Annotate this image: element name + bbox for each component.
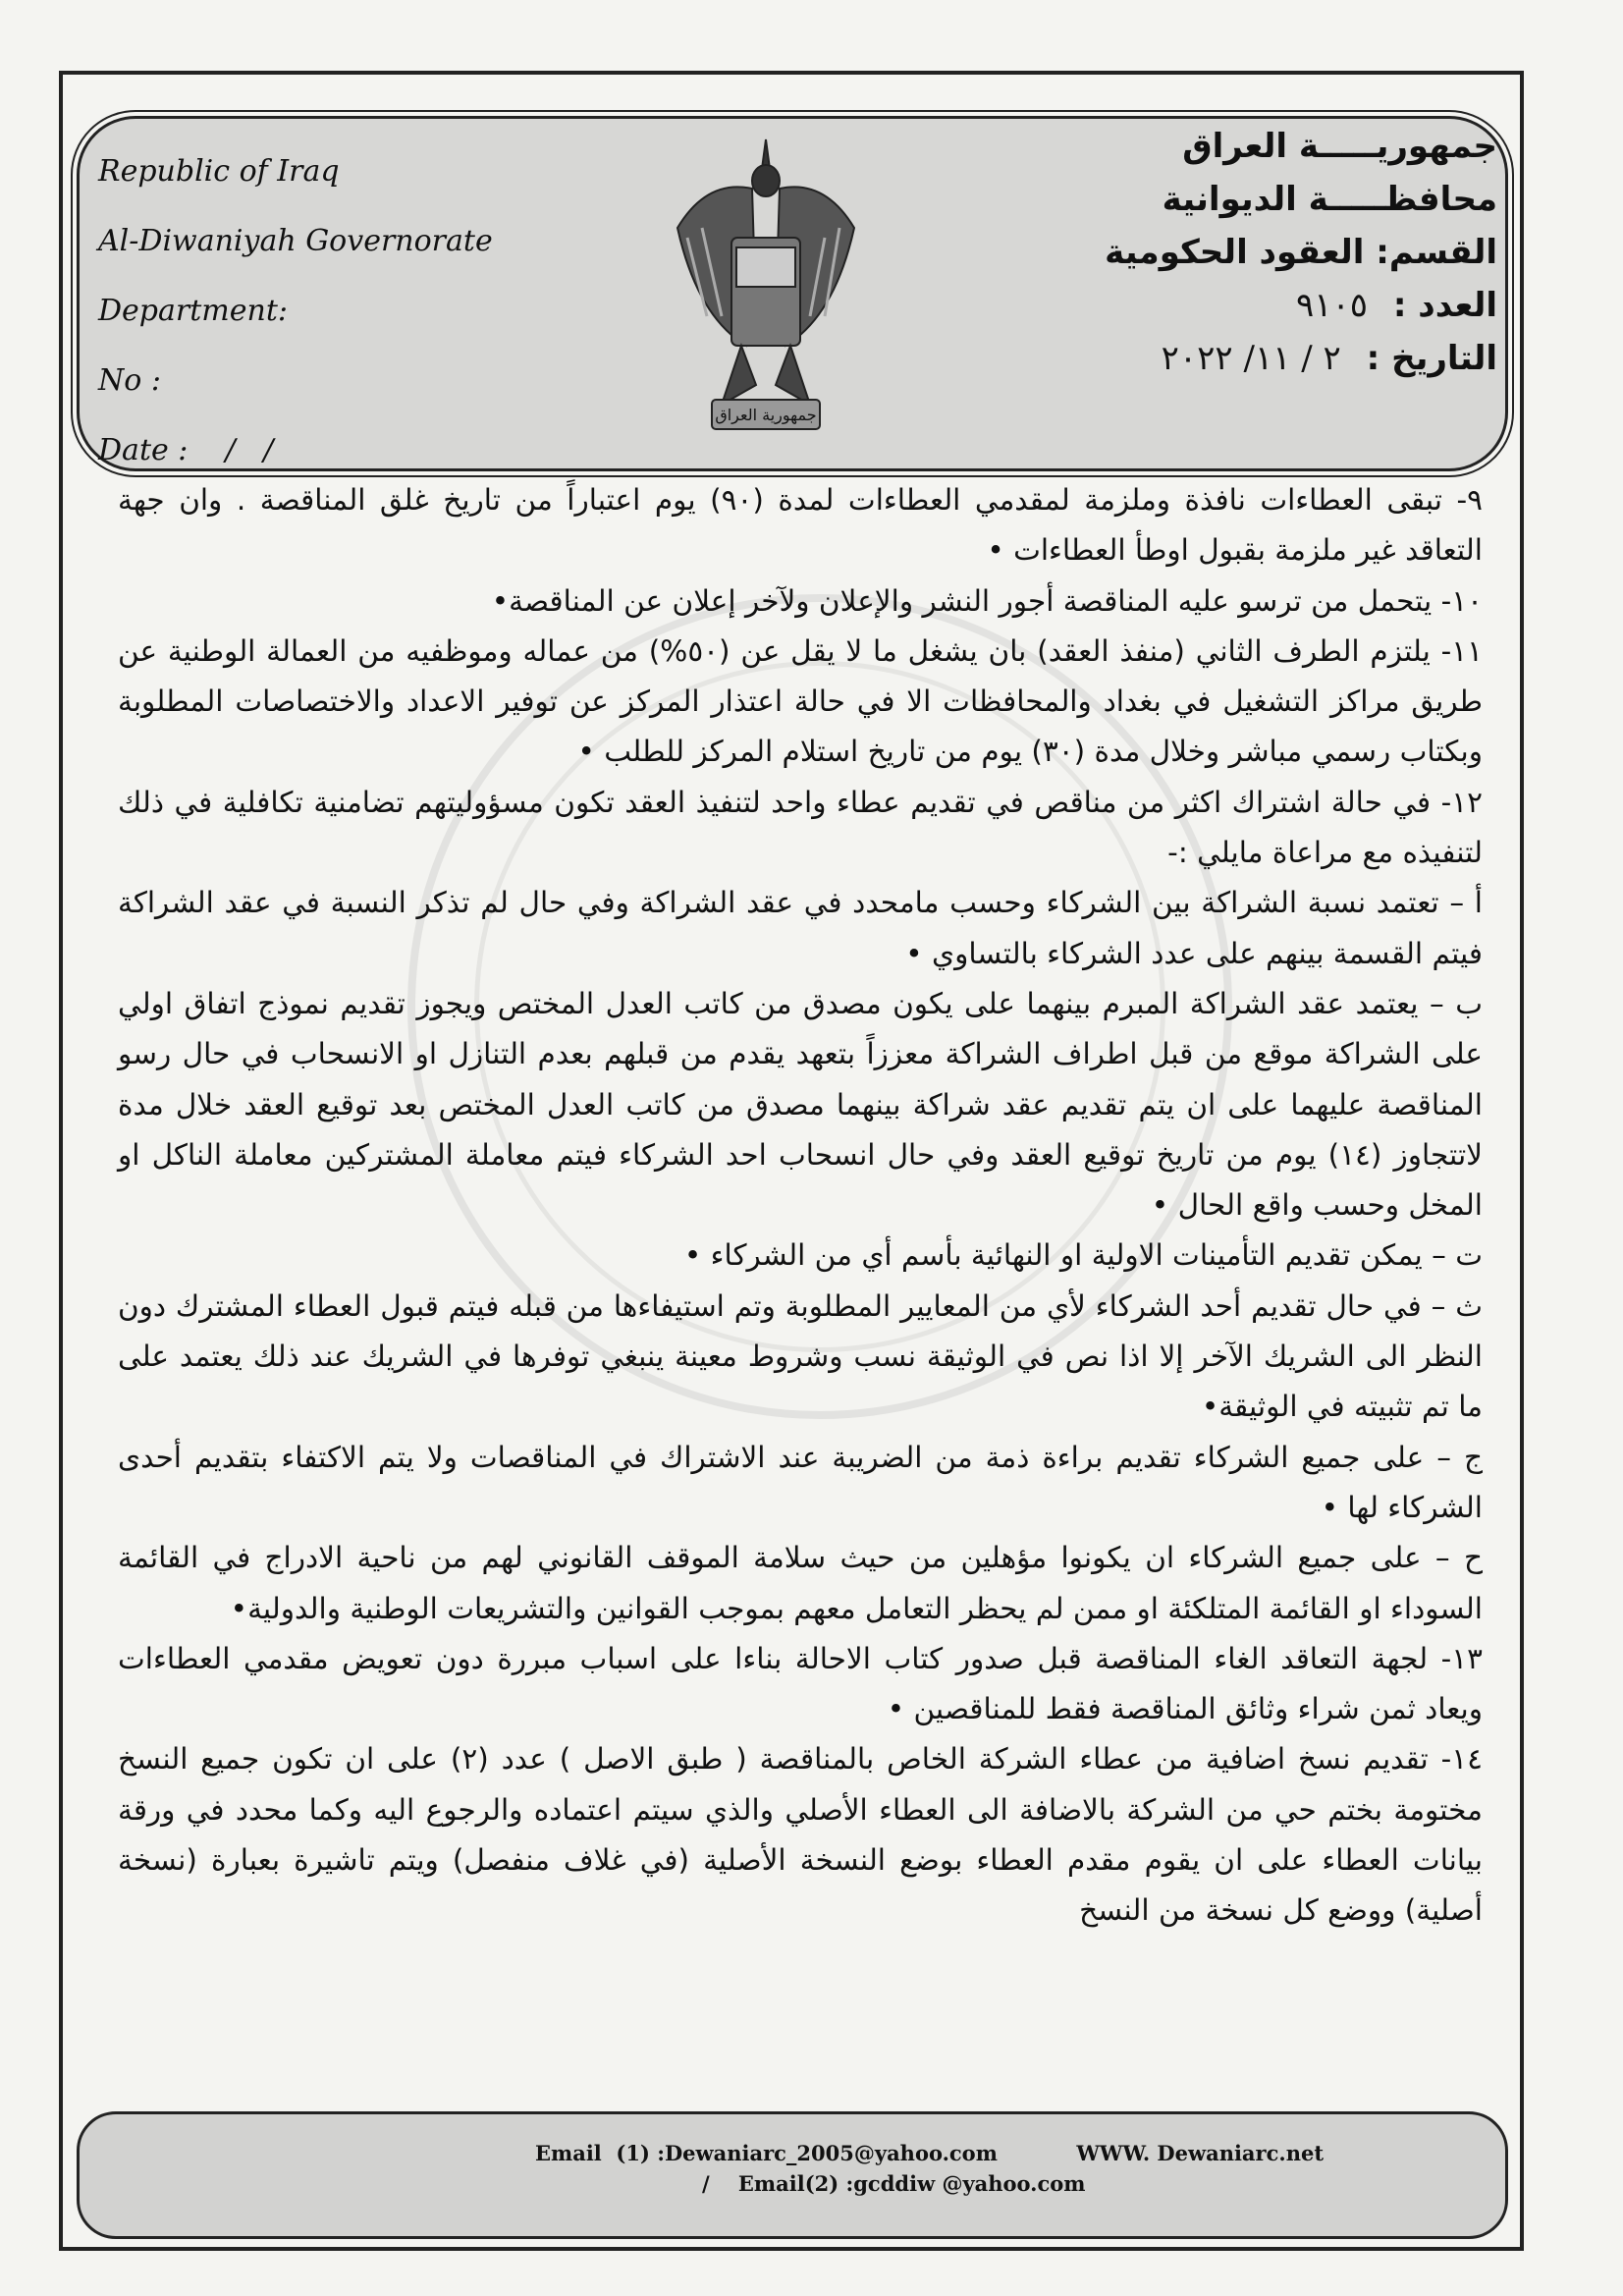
date-en: Date : / / <box>98 433 274 467</box>
governorate-en: Al-Diwaniyah Governorate <box>98 224 493 258</box>
governorate-ar: محافظـــــة الديوانية <box>1162 180 1497 219</box>
clause-14: ١٤- تقديم نسخ اضافية من عطاء الشركة الخاص بالمناقصة ( طبق الاصل ) عدد (٢) على ان تكون جميع النسخ مختومة بختم حي من الشركة بالاضافة الى العطاء الأصلي والذي سيتم اعتماده والرجوع اليه وكما محدد في ورقة بيانات العطاء على ان يقوم مقدم العطاء بوضع النسخة الأصلية (في غلاف منفصل) ويتم تاشيرة بعبارة (نسخة أصلية) ووضع كل نسخة من النسخ <box>118 1742 1483 1928</box>
clause-10: ١٠- يتحمل من ترسو عليه المناقصة أجور النشر والإعلان ولآخر إعلان عن المناقصة• <box>491 583 1483 618</box>
clause-12: ١٢- في حالة اشتراك اكثر من مناقص في تقديم عطاء واحد لتنفيذ العقد تكون مسؤوليتهم تضامنية تكافلية في ذلك لتنفيذه مع مراعاة مايلي :- <box>118 785 1483 870</box>
number-label: العدد : <box>1392 286 1497 325</box>
republic-ar: جمهوريـــــة العراق <box>1182 127 1497 166</box>
clause-12-th: ث – في حال تقديم أحد الشركاء لأي من المعايير المطلوبة وتم استيفاءها من قبله فيتم قبول العطاء المشترك دون النظر الى الشريك الآخر إلا اذا نص في الوثيقة نسب وشروط معينة ينبغي توفرها في الشريك عند ذلك يعتمد على ما تم تثبيته في الوثيقة• <box>118 1288 1483 1424</box>
clause-12-h: ح – على جميع الشركاء ان يكونوا مؤهلين من حيث سلامة الموقف القانوني لهم من ناحية الادراج في القائمة السوداء او القائمة المتلكئة او ممن لم يحظر التعامل معهم بموجب القوانين والتشريعات الوطنية والدولية• <box>118 1541 1483 1625</box>
date-label: التاريخ : <box>1366 339 1497 378</box>
date-value: ٢ / ١١/ ٢٠٢٢ <box>1161 339 1341 378</box>
letterhead-arabic <box>987 120 1497 385</box>
clause-12-j: ج – على جميع الشركاء تقديم براءة ذمة من الضريبة عند الاشتراك في المناقصات ولا يتم الاكتفاء بتقديم أحدى الشركاء لها • <box>118 1440 1483 1524</box>
clause-9: ٩- تبقى العطاءات نافذة وملزمة لمقدمي العطاءات لمدة (٩٠) يوم اعتباراً من تاريخ غلق المناقصة . وان جهة التعاقد غير ملزمة بقبول اوطأ العطاءات • <box>118 483 1483 568</box>
clause-12-b: ب – يعتمد عقد الشراكة المبرم بينهما على يكون مصدق من كاتب العدل المختص ويجوز تقديم نموذج اتفاق اولي على الشراكة موقع من قبل اطراف الشراكة معززاً بتعهد يقدم من قبلهم بعدم التنازل او الانسحاب في حال رسو المناقصة عليهما على ان يتم تقديم عقد شراكة بينهما مصدق من كاتب العدل المختص بعد توقيع العقد خلال مدة لاتتجاوز (١٤) يوم من تاريخ توقيع العقد وفي حال انسحاب احد الشركاء فيتم معاملة المشتركين معاملة الناكل او المخل وحسب واقع الحال • <box>118 986 1483 1223</box>
clause-11: ١١- يلتزم الطرف الثاني (منفذ العقد) بان يشغل ما لا يقل عن (٥٠%) من عماله وموظفيه من العمالة الوطنية عن طريق مراكز التشغيل في بغداد والمحافظات الا في حالة اعتذار المركز عن توفير الاعداد والاختصاصات المطلوبة وبكتاب رسمي مباشر وخلال مدة (٣٠) يوم من تاريخ استلام المركز للطلب • <box>118 633 1483 769</box>
clause-13: ١٣- لجهة التعاقد الغاء المناقصة قبل صدور كتاب الاحالة بناءا على اسباب مبررة دون تعويض مقدمي العطاءات ويعاد ثمن شراء وثائق المناقصة فقط للمناقصين • <box>118 1641 1483 1726</box>
letterhead-english <box>98 147 609 496</box>
footer-email-web: Email (1) :Dewaniarc_2005@yahoo.com WWW. Dewaniarc.net <box>535 2141 1325 2165</box>
document-body <box>118 475 1483 1937</box>
iraq-eagle-emblem <box>648 120 884 454</box>
clause-12-a: أ – تعتمد نسبة الشراكة بين الشركاء وحسب مامحدد في عقد الشراكة وفي حال لم تذكر النسبة في عقد الشراكة فيتم القسمة بينهم على عدد الشركاء بالتساوي • <box>118 886 1483 970</box>
footer-email-2: / Email(2) :gcddiw @yahoo.com <box>702 2171 1086 2196</box>
emblem-text: جمهورية العراق <box>715 406 817 424</box>
number-ar <box>987 279 1497 332</box>
number-value: ٩١٠٥ <box>1295 286 1369 325</box>
number-en: No : <box>98 363 161 398</box>
clause-12-t: ت – يمكن تقديم التأمينات الاولية او النهائية بأسم أي من الشركاء • <box>683 1238 1483 1273</box>
department-ar: القسم: العقود الحكومية <box>1105 233 1497 272</box>
department-en: Department: <box>98 294 288 328</box>
republic-en: Republic of Iraq <box>98 154 340 189</box>
date-ar <box>987 332 1497 385</box>
